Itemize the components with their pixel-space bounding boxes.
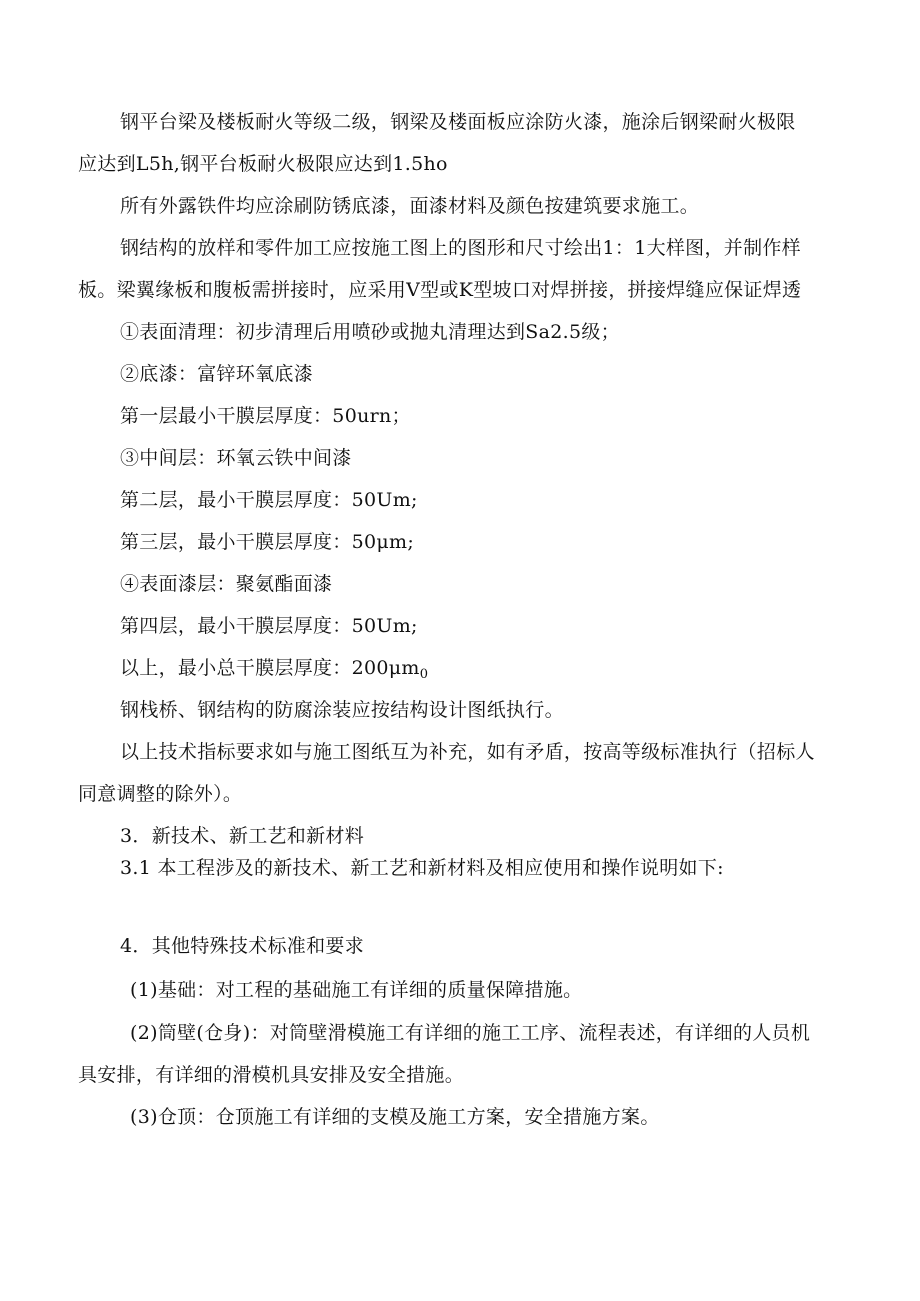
paragraph-fire-rating-line2: 应达到L5h,钢平台板耐火极限应达到1.5ho (78, 153, 448, 175)
coating-total-thickness (120, 656, 428, 687)
paragraph-antirust: 所有外露铁件均应涂刷防锈底漆，面漆材料及颜色按建筑要求施工。 (120, 195, 700, 217)
coating-item-intermediate: ③中间层：环氧云铁中间漆 (120, 447, 352, 469)
paragraph-layout-line1: 钢结构的放样和零件加工应按施工图上的图形和尺寸绘出1：1大样图，并制作样 (120, 237, 801, 259)
paragraph-fire-rating-line1: 钢平台梁及楼板耐火等级二级，钢梁及楼面板应涂防火漆，施涂后钢梁耐火极限 (120, 111, 796, 133)
requirement-foundation: (1)基础：对工程的基础施工有详细的质量保障措施。 (130, 979, 583, 1001)
coating-total-text: 以上，最小总干膜层厚度：200μm (120, 657, 420, 679)
coating-layer-first: 第一层最小干膜层厚度：50urn； (120, 405, 411, 427)
coating-layer-third: 第三层，最小干膜层厚度：50μm; (120, 531, 415, 553)
coating-item-topcoat: ④表面漆层：聚氨酯面漆 (120, 573, 333, 595)
coating-layer-second: 第二层，最小干膜层厚度：50Um; (120, 489, 418, 511)
requirement-silo-wall-line1: (2)筒壁(仓身)：对筒壁滑模施工有详细的施工工序、流程表述，有详细的人员机 (130, 1022, 811, 1044)
coating-layer-fourth: 第四层，最小干膜层厚度：50Um; (120, 615, 418, 637)
paragraph-layout-line2: 板。梁翼缘板和腹板需拼接时，应采用V型或K型坡口对焊拼接，拼接焊缝应保证焊透 (78, 279, 802, 301)
coating-total-subscript: 0 (419, 667, 429, 682)
section-3-title: 3．新技术、新工艺和新材料 (120, 825, 364, 847)
paragraph-bridge-anticorrosion: 钢栈桥、钢结构的防腐涂装应按结构设计图纸执行。 (120, 699, 564, 721)
requirement-silo-roof: (3)仓顶：仓顶施工有详细的支模及施工方案，安全措施方案。 (130, 1106, 660, 1128)
paragraph-complement-line2: 同意调整的除外）。 (78, 783, 243, 805)
paragraph-complement-line1: 以上技术指标要求如与施工图纸互为补充，如有矛盾，按高等级标准执行（招标人 (120, 741, 815, 763)
section-3-1-text: 3.1 本工程涉及的新技术、新工艺和新材料及相应使用和操作说明如下: (120, 857, 724, 879)
section-4-title: 4．其他特殊技术标准和要求 (120, 935, 364, 957)
coating-item-primer: ②底漆：富锌环氧底漆 (120, 363, 314, 385)
requirement-silo-wall-line2: 具安排，有详细的滑模机具安排及安全措施。 (78, 1064, 465, 1086)
coating-item-surface-cleaning: ①表面清理：初步清理后用喷砂或抛丸清理达到Sa2.5级； (120, 321, 620, 343)
